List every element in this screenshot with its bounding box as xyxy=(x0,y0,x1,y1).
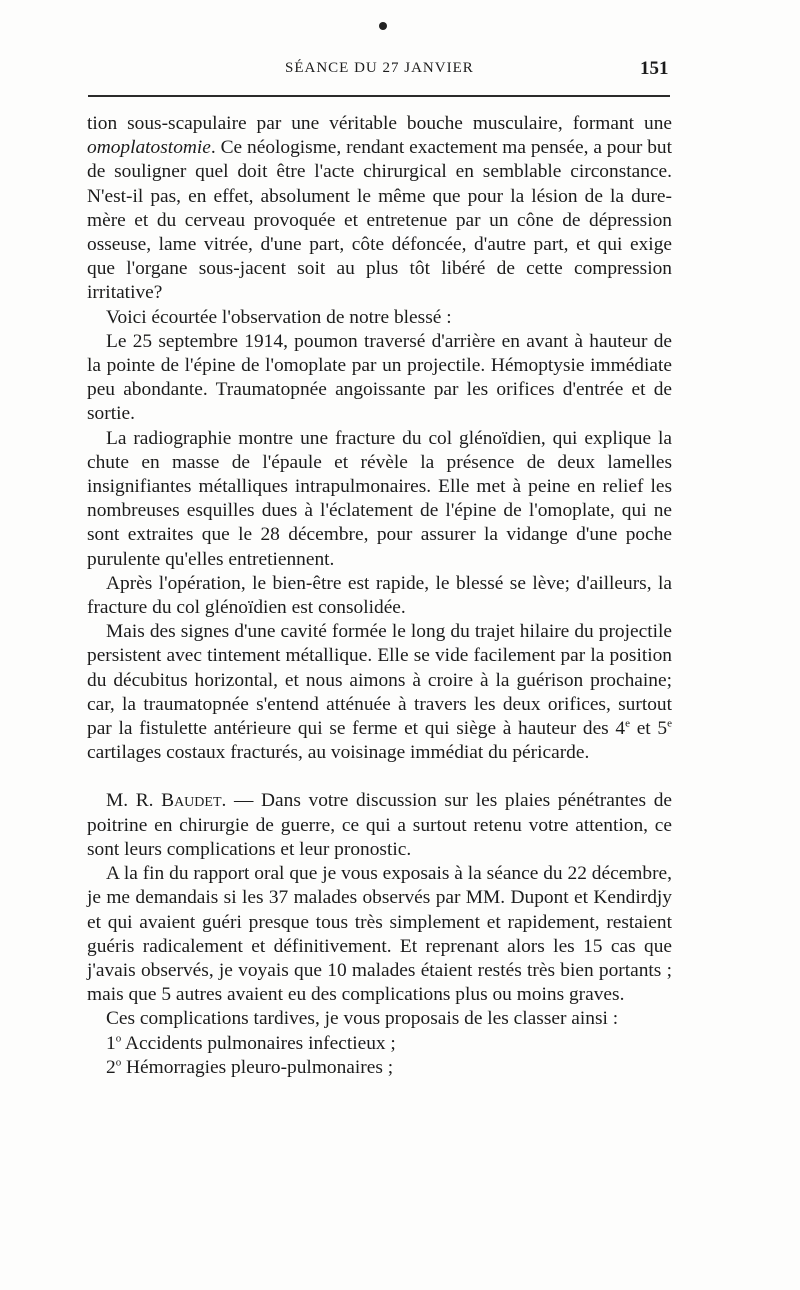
ink-dot xyxy=(379,22,387,30)
paragraph-radiography: La radiographie montre une fracture du col glénoïdien, qui explique la chute en masse de l'épaule et révèle la présence de deux lamelles insignifiantes métalliques intrapulmonaires. Elle met à peine en relief les nombreuses esquilles dues à l'éclatement de l'épine de l'omoplate, qui ne sont extraites que le 28 décembre, pour assurer la vidange d'une poche purulente qu'elles entretiennent. xyxy=(87,427,672,570)
list-item: 1$^o$ Accidents pulmonaires infectieux ; xyxy=(106,1032,396,1054)
paragraph-continuation: tion sous-scapulaire par une véritable bouche musculaire, formant une omoplatostomie. Ce néologisme, rendant exactement ma pensée, a pour but de souligner quel doit être l'acte chirurgical en semblable circonstance. N'est-il pas, en effet, absolument le même que pour la lésion de la dure-mère et du cerveau provoquée et entretenue par un cône de dépression osseuse, lame vitrée, d'une part, côte défoncée, d'autre part, et qui exige que l'organe sous-jacent soit au plus tôt libéré de cette compression irritative? xyxy=(87,113,672,304)
paragraph-cavity: Mais des signes d'une cavité formée le long du trajet hilaire du projectile persistent avec tintement métallique. Elle se vide facilement par la position du décubitus horizontal, et nous aimons à croire à la guérison prochaine; car, la traumatopnée s'entend atténuée à travers les deux orifices, surtout par la fistulette antérieure qui se ferme et qui siège à hauteur des 4e et 5e cartilages costaux fracturés, au voisinage immédiat du péricarde. xyxy=(87,621,672,764)
paragraph-classification: Ces complications tardives, je vous proposais de les classer ainsi : xyxy=(106,1008,619,1030)
paragraph-after-operation: Après l'opération, le bien-être est rapide, le blessé se lève; d'ailleurs, la fracture du col glénoïdien est consolidée. xyxy=(87,572,672,619)
italic-term: omoplatostomie xyxy=(87,137,211,159)
paragraph-report: A la fin du rapport oral que je vous exposais à la séance du 22 décembre, je me demandais si les 37 malades observés par MM. Dupont et Kendirdjy et qui avaient guéri presque tous très simplement et rapidement, restaient guéris radicalement et définitivement. Et reprenant alors les 15 cas que j'avais observés, je voyais que 10 malades étaient restés très bien portants ; mais que 5 autres avaient eu des complications plus ou moins graves. xyxy=(87,863,672,1006)
paragraph-observation-intro: Voici écourtée l'observation de notre blessé : xyxy=(106,306,452,328)
list-item: 2$^o$ Hémorragies pleuro-pulmonaires ; xyxy=(106,1056,394,1078)
speaker-name: Baudet xyxy=(161,790,222,812)
page-number: 151 xyxy=(640,58,669,79)
paragraph-baudet: M. R. Baudet. — Dans votre discussion sur les plaies pénétrantes de poitrine en chirurgie de guerre, ce qui a surtout retenu votre attention, ce sont leurs complications et leur pronostic. xyxy=(87,790,672,860)
running-head: SÉANCE DU 27 JANVIER xyxy=(285,60,474,76)
paragraph-injury: Le 25 septembre 1914, poumon traversé d'arrière en avant à hauteur de la pointe de l'épine de l'omoplate par un projectile. Hémoptysie immédiate peu abondante. Traumatopnée angoissante par les orifices d'entrée et de sortie. xyxy=(87,330,672,425)
body-text xyxy=(87,112,672,1080)
header-rule xyxy=(88,95,670,97)
